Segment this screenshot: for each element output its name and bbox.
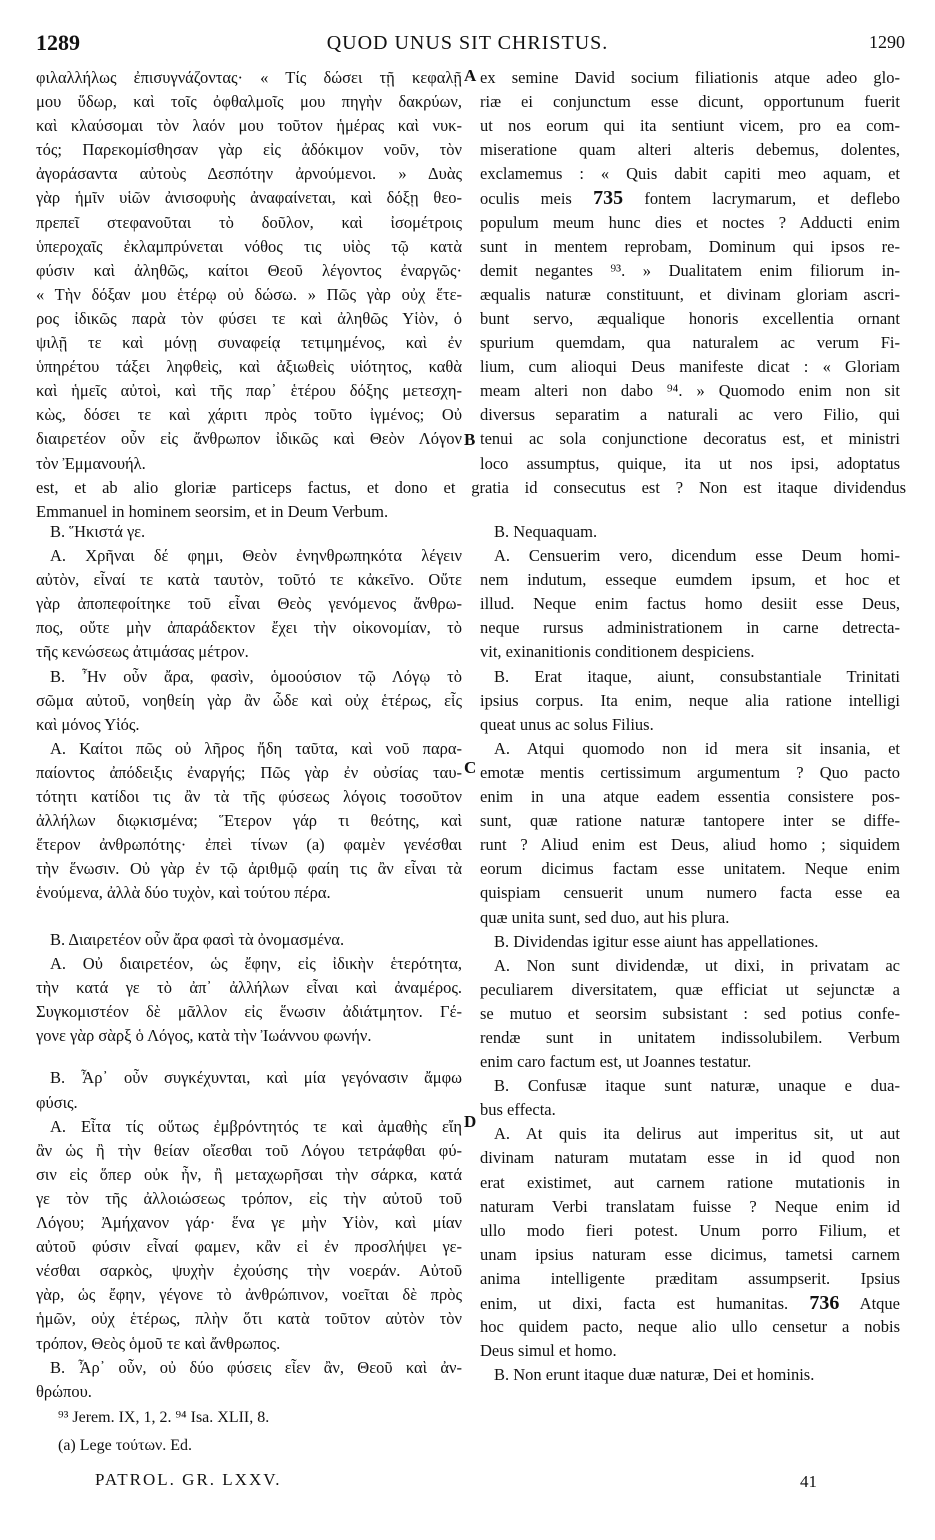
footnote: ⁹³ Jerem. IX, 1, 2. ⁹⁴ Isa. XLII, 8. <box>58 1409 270 1426</box>
latin-line-part: enim, ut dixi, facta est humanitas. <box>480 1294 789 1313</box>
latin-line-with-column-number <box>480 1291 900 1315</box>
margin-letter-a: A <box>464 66 477 85</box>
greek-line: διαιρετέον οὖν εἰς ἄνθρωπον ἰδικῶς καὶ Θεὸν Λόγον <box>36 429 462 449</box>
greek-line: « Τὴν δόξαν μου ἑτέρῳ οὐ δώσω. » Πῶς γὰρ οὐχ ἕτε- <box>36 284 462 304</box>
greek-line: πρεπεῖ στεφανοῦται τὸ δοῦλον, καὶ ἰσομέτροις <box>36 212 462 232</box>
running-header <box>0 30 935 58</box>
latin-line: A. At quis ita delirus aut imperitus sit, ut aut <box>494 1124 900 1144</box>
greek-line: Β. Ἦν οὖν ἄρα, φασὶν, ὁμοούσιον τῷ Λόγῳ τὸ <box>50 666 462 686</box>
greek-line: Α. Καίτοι πῶς οὐ λῆρος ἤδη ταῦτα, καὶ νοῦ παρα- <box>50 738 462 758</box>
latin-line: hoc quidem pacto, neque alio ullo censetur a nobis <box>480 1317 900 1337</box>
latin-line: neque rursus administrationem in carne detrecta- <box>480 618 900 638</box>
greek-line: φύσιν καὶ ἀληθῶς, καίτοι Θεοῦ λέγοντος ἐναργῶς· <box>36 260 462 280</box>
greek-line: τὴν ἕνωσιν. Οὐ γὰρ ἐν τῷ ἀριθμῷ φαίη τις ἂν εἶναι τὰ <box>36 859 462 879</box>
greek-line: ρος ἰδικῶς παρὰ τὸν φύσει τε καὶ ἀληθῶς Υἱὸν, ὁ <box>36 308 462 328</box>
latin-line: unam ipsius naturam esse dicimus, tametsi carnem <box>480 1244 900 1264</box>
latin-line: A. Atqui quomodo non id mera sit insania, et <box>494 738 900 758</box>
greek-line: ἕτερον ἀνθρωπότης· ἐπεὶ τίνων (a) φαμὲν γενέσθαι <box>36 835 462 855</box>
greek-line: κὼς, δόσει τε καὶ χάριτι πρὸς τοῦτο ἰγμένος; Οὐ <box>36 405 462 425</box>
greek-line: Λόγου; Ἀμήχανον γάρ· ἕνα γε μὴν Υἱὸν, καὶ μίαν <box>36 1213 462 1233</box>
greek-line: γὰρ ἀποπεφοίτηκε τοῦ εἶναι Θεὸς γενόμενος ἄνθρω- <box>36 594 462 614</box>
latin-line: quæ unita sunt, sed duo, aut his plura. <box>480 907 730 927</box>
greek-line: τός; Παρεκομίσθησαν γὰρ εἰς ἀδόκιμον νοῦν, τὸν <box>36 140 462 160</box>
latin-line-part: oculis meis <box>480 189 572 209</box>
latin-line: quispiam censuerit unum numero facta esse ea <box>480 883 900 903</box>
latin-line: ut nos eorum qui ita sentiunt vicem, pro ea com- <box>480 116 900 136</box>
greek-line: Α. Χρῆναι δέ φημι, Θεὸν ἐνηνθρωπηκότα λέγειν <box>50 546 462 566</box>
latin-line: vit, exinanitionis conditionem despiciens. <box>480 642 755 662</box>
greek-line: τὸν Ἐμμανουήλ. <box>36 453 146 473</box>
latin-line: erat existimet, aut carnem ratione mutationis in <box>480 1172 900 1192</box>
latin-line: sunt in mentem reprobam, Dominum qui ipsos re- <box>480 236 900 256</box>
greek-line: ἑνούμενα, ἀλλὰ δύο τυχὸν, καὶ τούτου πέρα. <box>36 883 331 903</box>
signature-mark: 41 <box>800 1472 817 1491</box>
full-width-line: Emmanuel in hominem seorsim, et in Deum Verbum. <box>36 502 389 522</box>
page-number: 1289 <box>36 30 80 55</box>
greek-line: καὶ μόνος Υἱός. <box>36 714 140 734</box>
greek-line: Β. Ἆρ᾽ οὖν, οὐ δύο φύσεις εἶεν ἂν, Θεοῦ καὶ ἀν- <box>50 1357 462 1377</box>
latin-column-middle <box>480 520 900 1387</box>
latin-line: rendæ sunt in unitatem indissolubilem. Verbum <box>480 1027 900 1047</box>
latin-line-with-column-number <box>480 186 900 210</box>
greek-line: φιλαλλήλως ἐπισυγνάζοντας· « Τίς δώσει τῇ κεφαλῇ <box>36 68 462 87</box>
greek-line: ἀλλήλων διῳκισμένα; Ἕτερον γάρ τι θεότης, καὶ <box>36 811 462 831</box>
latin-line: queat unus ac solus Filius. <box>480 714 654 734</box>
latin-line: exclamemus : « Quis dabit capiti meo aquam, et <box>480 164 900 184</box>
greek-line: ψιλῇ τε καὶ μόνῃ συναφείᾳ τετιμημένος, καὶ ἐν <box>36 333 462 353</box>
greek-line: γὰρ, ὡς ἔφην, γέγονε τὸ ἀνθρώπινον, νοεῖται δὲ πρὸς <box>36 1285 462 1305</box>
latin-line: B. Erat itaque, aiunt, consubstantiale Trinitati <box>494 666 900 686</box>
greek-line: καὶ κλαύσομαι τὸν λαόν μου τοῦτον ἡμέρας καὶ νυκ- <box>36 116 462 136</box>
greek-line: αὐτὸν, εἶναί τε κατὰ ταυτὸν, τοῦτό τε κἀκεῖνο. Οὔτε <box>36 570 462 590</box>
greek-column-middle <box>36 520 462 906</box>
greek-column-top <box>36 66 462 476</box>
greek-line: σιν εἰς ὅπερ οὐκ ἦν, ἢ μεταχωρῆσαι τὴν σάρκα, κατά <box>36 1164 462 1184</box>
column-number: 1290 <box>869 32 905 52</box>
greek-line: Β. Ἥκιστά γε. <box>50 522 146 541</box>
greek-line: παίοντος ἀπόδειξις ἐναργής; Πῶς γὰρ ἐν οὐσίας ταυ- <box>36 762 462 782</box>
latin-line: A. Censuerim vero, dicendum esse Deum homi- <box>494 546 900 566</box>
latin-line: B. Non erunt itaque duæ naturæ, Dei et hominis. <box>494 1365 815 1385</box>
latin-line: se mutuo et seorsim subsistant : sed potius confe- <box>480 1003 900 1023</box>
latin-line: peculiarem diversitatem, quæ efficiat ut sejunctæ a <box>480 979 900 999</box>
latin-line: ex semine David socium filiationis atque adeo glo- <box>480 68 900 87</box>
greek-line: γὰρ ἡμῖν υἱῶν ἀνισοφυὴς ἀναφαίνεται, καὶ δόξῃ θεο- <box>36 188 462 208</box>
latin-line: eorum dicimus factam esse unitatem. Neque enim <box>480 859 900 879</box>
full-width-text <box>36 476 906 524</box>
greek-line: μου ὕδωρ, καὶ τοῖς ὀφθαλμοῖς μου πηγὴν δακρύων, <box>36 92 462 112</box>
greek-line: τῆς κενώσεως ἀτιμάσας μέτρον. <box>36 642 249 662</box>
greek-line: γε τὸν τῆς ἀλλοιώσεως τρόπον, εἰς τὴν αὐτοῦ τοῦ <box>36 1188 462 1208</box>
latin-line: B. Dividendas igitur esse aiunt has appellationes. <box>494 931 819 951</box>
latin-line: enim in una atque eadem essentia consistere pos- <box>480 787 900 807</box>
latin-line-part: Atque <box>859 1294 900 1313</box>
full-width-line: est, et ab alio gloriæ particeps factus, et dono et gratia id consecutus est ? Non est itaque dividendus <box>36 478 906 497</box>
column-number-735: 735 <box>593 187 624 210</box>
margin-letter-d: D <box>464 1112 477 1131</box>
latin-line: bus effecta. <box>480 1100 556 1120</box>
greek-line: ὑπηρέτου τάξει ληφθεὶς, καὶ ἀξιωθεὶς υἱότητος, καθὰ <box>36 357 462 377</box>
latin-line: emotæ mentis certissimum argumentum ? Quo pacto <box>480 762 900 782</box>
margin-letter-b: B <box>464 430 476 449</box>
latin-line: anima intelligente præditam assumpserit. Ipsius <box>480 1268 900 1288</box>
latin-line: A. Non sunt dividendæ, ut dixi, in privatam ac <box>494 955 900 975</box>
greek-line: πος, οὔτε μὴν ἀπαράδεκτον ἔχει τὴν οἰκονομίαν, τὸ <box>36 618 462 638</box>
latin-line: runt ? Aliud enim est Deus, aliud homo ; siquidem <box>480 835 900 855</box>
greek-line: σῶμα αὐτοῦ, νοηθείη γὰρ ἂν ὧδε καὶ οὐχ ἑτέρως, εἷς <box>36 690 462 710</box>
latin-line: enim caro factum est, ut Joannes testatur. <box>480 1052 752 1072</box>
latin-line: nem indutum, esseque eumdem ipsum, et hoc et <box>480 570 900 590</box>
latin-line: meam alteri non dabo ⁹⁴. » Quomodo enim non sit <box>480 381 900 401</box>
latin-line-part: fontem lacrymarum, et deflebo <box>644 189 900 209</box>
latin-line: riæ ei conjunctum esse dicunt, opportunum fuerit <box>480 92 900 112</box>
latin-line: æqualis naturæ constituunt, et divinam gloriam ascri- <box>480 284 900 304</box>
greek-line: Β. Ἆρ᾽ οὖν συγκέχυνται, καὶ μία γεγόνασιν ἄμφω <box>50 1068 462 1088</box>
latin-line: bunt servo, æqualique honoris excellentia ornant <box>480 308 900 328</box>
latin-line: naturam Verbi translatam fuisse ? Neque enim id <box>480 1196 900 1216</box>
running-title: QUOD UNUS SIT CHRISTUS. <box>326 32 609 54</box>
greek-line: Συγκομιστέον δὲ μᾶλλον εἰς ἕνωσιν ἀδιάτμητον. Γέ- <box>36 1002 462 1022</box>
latin-line: B. Nequaquam. <box>494 522 598 541</box>
latin-line: populum meum hunc dies et noctes ? Adducti enim <box>480 212 900 232</box>
latin-line: sunt, quæ ratione naturæ tantopere inter se diffe- <box>480 811 900 831</box>
footnote: (a) Lege τούτων. Ed. <box>58 1437 193 1454</box>
greek-line: αὐτοῦ φύσιν εἶναί φαμεν, κἂν εἰ ἐν προσλήψει γε- <box>36 1237 462 1257</box>
latin-line: lium, cum alioqui Deus manifeste dicat : « Gloriam <box>480 357 900 377</box>
greek-column-lower <box>36 928 462 1404</box>
greek-line: τὴν κατά γε τὸ ἀπ᾽ ἀλλήλων εἶναι καὶ ἀναμέρος. <box>36 978 462 998</box>
margin-letter-c: C <box>464 758 477 777</box>
latin-line: divinam naturam mutatam esse in id quod non <box>480 1148 900 1168</box>
greek-line: νέσθαι σαρκὸς, ψυχὴν ἐχούσης τὴν νοεράν. Αὐτοῦ <box>36 1261 462 1281</box>
greek-line: τότητι κατίδοι τις ἂν τὰ τῆς φύσεως λόγοις τοσοῦτον <box>36 787 462 807</box>
greek-line: Β. Διαιρετέον οὖν ἄρα φασὶ τὰ ὀνομασμένα. <box>50 930 345 949</box>
column-number-736: 736 <box>809 1292 840 1314</box>
latin-line: illud. Neque enim factus homo desiit esse Deus, <box>480 594 900 614</box>
latin-line: demit negantes ⁹³. » Dualitatem enim filiorum in- <box>480 260 900 280</box>
greek-line: ἂν ὡς ἢ τὴν θείαν οἴεσθαι τοῦ Λόγου τετράφθαι φύ- <box>36 1140 462 1160</box>
latin-line: tenui ac sola conjunctione decoratus est, et ministri <box>480 429 900 449</box>
latin-line: loco assumptus, quique, ita ut nos ipsi, adoptatus <box>480 453 900 473</box>
greek-line: θρώπου. <box>36 1381 92 1401</box>
latin-line: B. Confusæ itaque sunt naturæ, unaque e dua- <box>494 1076 900 1096</box>
greek-line: καὶ ἡμεῖς αὐτοὶ, καὶ τῆς παρ᾽ ἑτέρου δόξης μετεσχη- <box>36 381 462 401</box>
series-footer: PATROL. GR. LXXV. <box>95 1470 282 1489</box>
latin-line: miseratione quam alteri alteris debemus, dolentes, <box>480 140 900 160</box>
greek-line: φύσις. <box>36 1092 78 1112</box>
latin-line: ipsius corpus. Ita enim, neque alia ratione intelligi <box>480 690 900 710</box>
greek-line: Α. Οὐ διαιρετέον, ὡς ἔφην, εἰς ἰδικὴν ἑτερότητα, <box>50 954 462 974</box>
greek-line: ἀγοράσαντα αὐτοὺς Δεσπότην ἀρνούμενοι. » Δυὰς <box>36 164 462 184</box>
latin-line: Deus simul et homo. <box>480 1341 617 1361</box>
greek-line: ὑπεροχαῖς ἐκλαμπρύνεται νόθος τις υἱὸς τῷ κατὰ <box>36 236 462 256</box>
latin-line: spurium quemdam, qua naturalem ac verum Fi- <box>480 333 900 353</box>
greek-line: τρόπον, Θεὸς ὁμοῦ τε καὶ ἄνθρωπος. <box>36 1333 281 1353</box>
latin-column-top <box>480 66 900 476</box>
greek-line: Α. Εἶτα τίς οὕτως ἐμβρόντητός τε καὶ ἀμαθὴς εἴη <box>50 1116 462 1136</box>
greek-line: ἡμῶν, οὐχ ἑτέρως, πλὴν ὅτι κατὰ τοῦτον αὐτὸν τὸν <box>36 1309 462 1329</box>
greek-line: γονε γὰρ σὰρξ ὁ Λόγος, κατὰ τὴν Ἰωάννου φωνήν. <box>36 1026 372 1046</box>
latin-line: ullo modo fieri potest. Unum porro Filium, et <box>480 1220 900 1240</box>
latin-line: diversus separatim a naturali ac vero Filio, qui <box>480 405 900 425</box>
